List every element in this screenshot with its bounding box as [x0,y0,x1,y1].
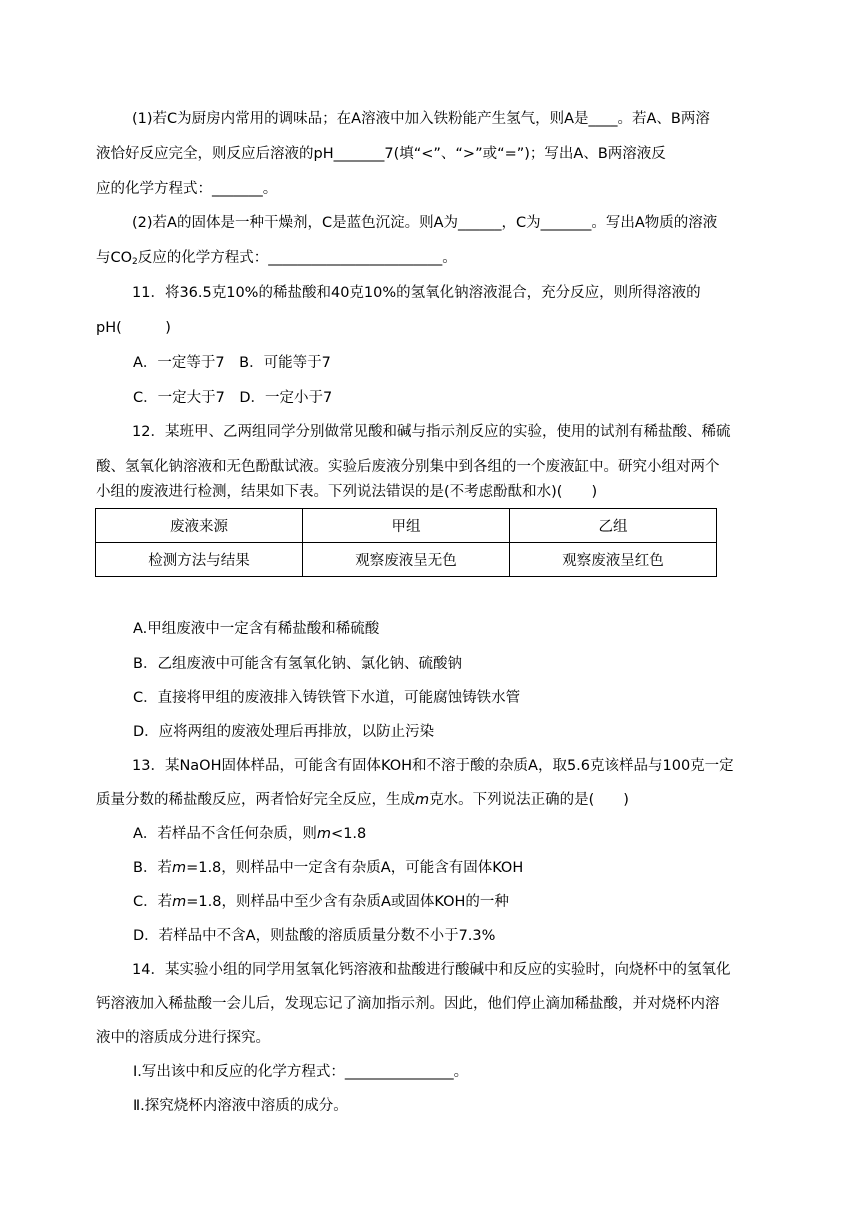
q14-stem-line2: 钙溶液加入稀盐酸一会儿后，发现忘记了滴加指示剂。因此，他们停止滴加稀盐酸，并对烧杯内溶 [96,996,720,1012]
q12-stem-line2: 酸、氢氧化钠溶液和无色酚酞试液。实验后废液分别集中到各组的一个废液缸中。研究小组对两个 [96,459,720,475]
q11-options-cd: C．一定大于7 D．一定小于7 [133,390,333,406]
table-header-row [96,509,717,543]
q13-stem-line2: 质量分数的稀盐酸反应，两者恰好完全反应，生成m克水。下列说法正确的是( ) [96,792,629,808]
q14-part1: Ⅰ.写出该中和反应的化学方程式：_______________。 [133,1064,469,1080]
q11-options-ab: A．一定等于7 B．可能等于7 [133,355,331,371]
table-header-cell: 甲组 [303,509,510,543]
q13-option-d: D．若样品中不含A，则盐酸的溶质质量分数不小于7.3% [133,928,496,944]
q12-option-b: B．乙组废液中可能含有氢氧化钠、氯化钠、硫酸钠 [133,656,462,672]
table-cell: 观察废液呈红色 [510,543,717,577]
q12-stem-line1: 12．某班甲、乙两组同学分别做常见酸和碱与指示剂反应的实验，使用的试剂有稀盐酸、稀硫 [132,424,731,440]
waste-liquid-table [95,508,717,577]
q11-stem-line2: pH( ) [96,320,171,336]
table-cell: 观察废液呈无色 [303,543,510,577]
q10-part2-line2: 与$CO_2$反应的化学方程式：________________________。 [96,250,457,267]
q14-part2: Ⅱ.探究烧杯内溶液中溶质的成分。 [133,1098,348,1114]
q13-option-b: B．若m=1.8，则样品中一定含有杂质A，可能含有固体KOH [133,860,524,876]
q12-stem-line3: 小组的废液进行检测，结果如下表。下列说法错误的是(不考虑酚酞和水)( ) [96,484,598,500]
q13-option-c: C．若m=1.8，则样品中至少含有杂质A或固体KOH的一种 [133,894,509,910]
table-row [96,543,717,577]
q12-option-a: A.甲组废液中一定含有稀盐酸和稀硫酸 [133,621,380,637]
q10-part1-line2: 液恰好反应完全，则反应后溶液的pH_______7(填“<”、“>”或“=”)；写出A、B两溶液反 [96,146,666,162]
q10-part1-line1: (1)若C为厨房内常用的调味品；在A溶液中加入铁粉能产生氢气，则A是____。若A、B两溶 [132,111,710,127]
q13-option-a: A．若样品不含任何杂质，则m<1.8 [133,826,367,842]
q10-part2-line1: (2)若A的固体是一种干燥剂，C是蓝色沉淀。则A为______，C为_______。写出A物质的溶液 [132,215,718,231]
table-header-cell: 废液来源 [96,509,303,543]
q14-stem-line1: 14．某实验小组的同学用氢氧化钙溶液和盐酸进行酸碱中和反应的实验时，向烧杯中的氢氧化 [132,962,731,978]
q12-option-c: C．直接将甲组的废液排入铸铁管下水道，可能腐蚀铸铁水管 [133,690,521,706]
q12-option-d: D．应将两组的废液处理后再排放，以防止污染 [133,724,435,740]
table-cell: 检测方法与结果 [96,543,303,577]
q10-part1-line3: 应的化学方程式：_______。 [96,181,278,197]
table-header-cell: 乙组 [510,509,717,543]
q13-stem-line1: 13．某NaOH固体样品，可能含有固体KOH和不溶于酸的杂质A，取5.6克该样品与100克一定 [132,758,734,774]
q14-stem-line3: 液中的溶质成分进行探究。 [96,1030,270,1046]
q11-stem-line1: 11．将36.5克10%的稀盐酸和40克10%的氢氧化钠溶液混合，充分反应，则所得溶液的 [132,285,701,301]
